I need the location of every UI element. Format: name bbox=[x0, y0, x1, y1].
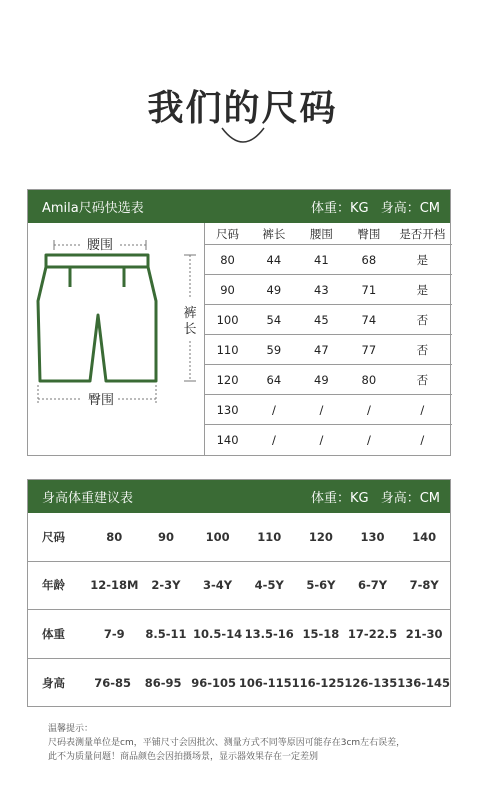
size-cell: 110 bbox=[216, 342, 239, 357]
size-cell: 是 bbox=[416, 252, 429, 267]
size-cell: / bbox=[271, 402, 276, 417]
size-cell: 腰围 bbox=[309, 226, 333, 241]
rec-cell: 7-9 bbox=[103, 626, 125, 641]
rec-row-label: 年龄 bbox=[42, 578, 65, 593]
rec-cell: 90 bbox=[157, 529, 174, 544]
size-table bbox=[27, 189, 451, 456]
rec-row bbox=[28, 659, 450, 708]
size-row bbox=[205, 335, 452, 365]
size-cell: 120 bbox=[216, 372, 239, 387]
size-cell: 臀围 bbox=[357, 226, 381, 241]
rec-cell: 2-3Y bbox=[151, 578, 181, 593]
rec-cell: 15-18 bbox=[302, 626, 340, 641]
rec-cell: 126-135 bbox=[344, 675, 398, 690]
rec-cell: 21-30 bbox=[405, 626, 443, 641]
rec-cell: 136-145 bbox=[397, 675, 451, 690]
rec-row-label: 体重 bbox=[42, 626, 65, 641]
size-cell: 49 bbox=[266, 282, 282, 297]
rec-cell: 12-18M bbox=[90, 578, 139, 593]
rec-cell: 4-5Y bbox=[254, 578, 284, 593]
size-cell: 100 bbox=[216, 312, 239, 327]
size-cell: 否 bbox=[416, 312, 429, 327]
size-cell: / bbox=[366, 402, 371, 417]
size-cell: / bbox=[366, 433, 371, 447]
size-cell: 74 bbox=[361, 312, 377, 327]
rec-cell: 5-6Y bbox=[306, 578, 336, 593]
rec-cell: 110 bbox=[257, 529, 282, 544]
size-row bbox=[205, 245, 452, 275]
length-label: 裤长 bbox=[183, 306, 197, 337]
notes bbox=[48, 722, 468, 764]
rec-table-header bbox=[28, 480, 450, 513]
rec-cell: 76-85 bbox=[94, 675, 132, 690]
rec-cell: 80 bbox=[106, 529, 123, 544]
rec-row-label: 身高 bbox=[42, 675, 65, 690]
waist-label: 腰围 bbox=[86, 238, 114, 253]
rec-cell: 6-7Y bbox=[357, 578, 388, 593]
size-row bbox=[205, 275, 452, 305]
size-row bbox=[205, 425, 452, 455]
size-cell: 是 bbox=[416, 282, 429, 297]
size-header-row bbox=[205, 223, 452, 245]
size-cell: 71 bbox=[361, 282, 377, 297]
size-cell: / bbox=[319, 433, 324, 447]
rec-cell: 130 bbox=[360, 529, 385, 544]
size-cell: 45 bbox=[314, 312, 329, 327]
rec-cell: 106-115 bbox=[238, 675, 292, 690]
size-row bbox=[205, 305, 452, 335]
rec-cell: 10.5-14 bbox=[193, 626, 243, 641]
size-cell: 47 bbox=[314, 342, 329, 357]
size-cell: 49 bbox=[314, 372, 329, 387]
size-cell: 59 bbox=[266, 342, 282, 357]
rec-row bbox=[28, 610, 450, 659]
size-grid bbox=[204, 223, 452, 455]
notes-title: 温馨提示： bbox=[48, 724, 94, 734]
recommendation-table bbox=[27, 479, 451, 707]
size-cell: 裤长 bbox=[262, 226, 286, 241]
height-unit: 身高：CM bbox=[380, 201, 440, 216]
size-row bbox=[205, 365, 452, 395]
rec-cell: 120 bbox=[308, 529, 333, 544]
size-cell: / bbox=[319, 402, 324, 417]
size-cell: 是否开档 bbox=[399, 226, 446, 241]
size-cell: 64 bbox=[266, 372, 282, 387]
size-cell: 130 bbox=[216, 402, 239, 417]
rec-cell: 140 bbox=[412, 529, 437, 544]
size-cell: 54 bbox=[266, 312, 282, 327]
size-cell: / bbox=[420, 402, 425, 417]
shorts-diagram bbox=[28, 223, 204, 455]
rec-grid bbox=[28, 513, 450, 707]
weight-unit: 体重：KG bbox=[310, 201, 369, 216]
size-row bbox=[205, 395, 452, 425]
size-cell: 44 bbox=[266, 252, 282, 267]
rec-table-title: 身高体重建议表 bbox=[42, 491, 134, 506]
rec-cell: 8.5-11 bbox=[145, 626, 187, 641]
size-cell: 43 bbox=[314, 282, 329, 297]
rec-weight-unit: 体重：KG bbox=[310, 491, 369, 506]
page-title: 我们的尺码 bbox=[147, 88, 338, 129]
size-cell: 68 bbox=[361, 252, 377, 267]
rec-cell: 96-105 bbox=[191, 675, 236, 690]
notes-line-2: 此不为质量问题！商品颜色会因拍摄场景，显示器效果存在一定差别 bbox=[48, 752, 319, 762]
shorts-outline bbox=[38, 255, 156, 381]
rec-cell: 86-95 bbox=[144, 675, 182, 690]
size-table-title: Amila尺码快选表 bbox=[42, 201, 144, 216]
size-cell: 80 bbox=[361, 372, 377, 387]
rec-cell: 7-8Y bbox=[409, 578, 439, 593]
size-cell: 77 bbox=[361, 342, 377, 357]
rec-cell: 100 bbox=[205, 529, 230, 544]
size-cell: 80 bbox=[220, 252, 235, 267]
rec-cell: 116-125 bbox=[291, 675, 345, 690]
rec-cell: 3-4Y bbox=[203, 578, 233, 593]
size-table-header bbox=[28, 190, 450, 223]
rec-cell: 13.5-16 bbox=[244, 626, 294, 641]
rec-row bbox=[28, 513, 450, 562]
size-cell: / bbox=[271, 433, 276, 447]
size-cell: 140 bbox=[216, 433, 239, 447]
rec-row-label: 尺码 bbox=[42, 529, 65, 544]
rec-height-unit: 身高：CM bbox=[380, 491, 440, 506]
size-cell: 否 bbox=[416, 342, 429, 357]
size-cell: / bbox=[420, 433, 425, 447]
rec-row bbox=[28, 562, 450, 611]
size-cell: 尺码 bbox=[216, 226, 240, 241]
size-cell: 90 bbox=[220, 282, 235, 297]
smile-decoration bbox=[218, 122, 268, 152]
size-cell: 否 bbox=[416, 372, 429, 387]
size-cell: 41 bbox=[314, 252, 329, 267]
hip-label: 臀围 bbox=[87, 393, 115, 408]
notes-line-1: 尺码表测量单位是cm，平铺尺寸会因批次、测量方式不同等原因可能存在3cm左右误差， bbox=[48, 738, 406, 748]
rec-cell: 17-22.5 bbox=[347, 626, 398, 641]
